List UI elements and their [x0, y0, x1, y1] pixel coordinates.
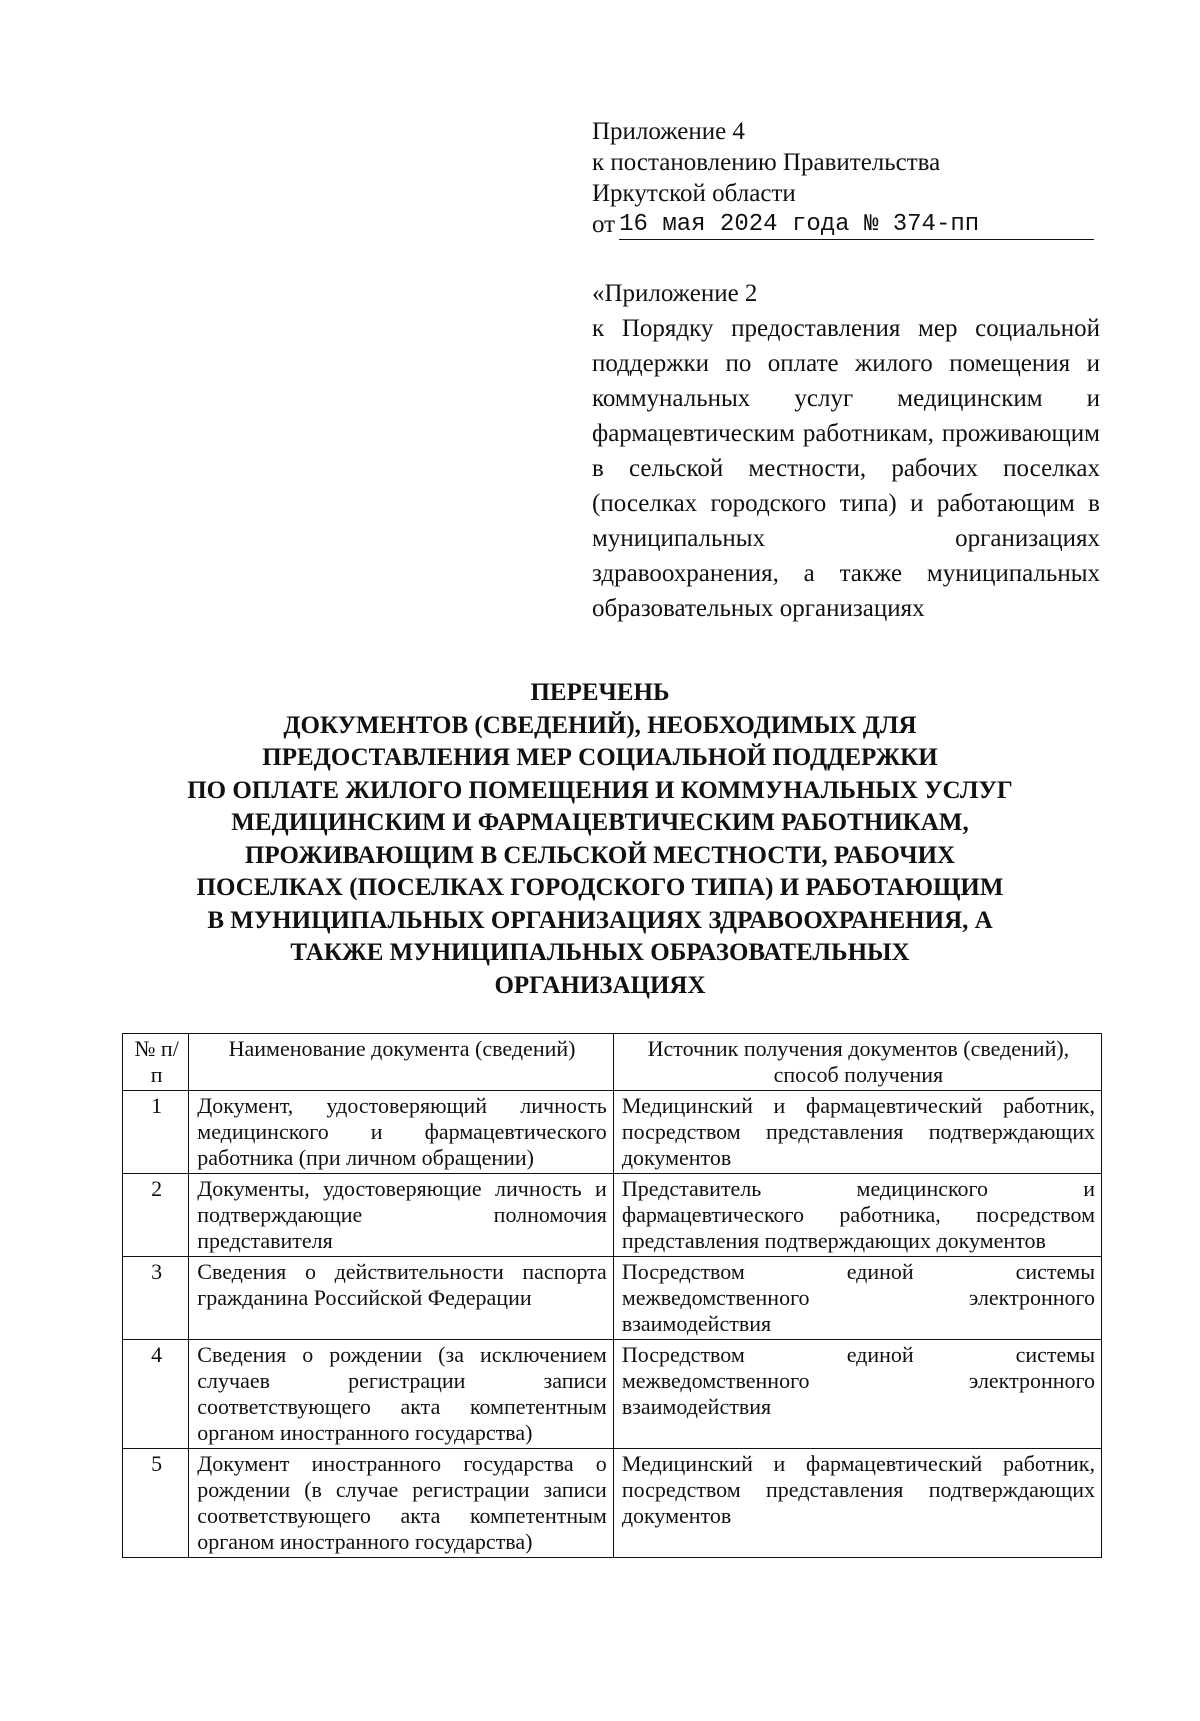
row-name: Документ, удостоверяющий личность медицинского и фармацевтического работника (при личном обращении) [189, 1091, 614, 1174]
row-name: Сведения о рождении (за исключением случаев регистрации записи соответствующего акта компетентным органом иностранного государства) [189, 1340, 614, 1449]
table-row [123, 1449, 1102, 1558]
table-row [123, 1257, 1102, 1340]
heading-line: ПРЕДОСТАВЛЕНИЯ МЕР СОЦИАЛЬНОЙ ПОДДЕРЖКИ [262, 744, 938, 771]
appendix-date-line [592, 209, 1100, 240]
heading-line: МЕДИЦИНСКИМ И ФАРМАЦЕВТИЧЕСКИМ РАБОТНИКАМ, [231, 809, 969, 836]
row-num: 3 [123, 1257, 189, 1340]
row-num: 4 [123, 1340, 189, 1449]
subappendix-header [592, 276, 1100, 626]
appendix-line: Иркутской области [592, 180, 796, 207]
table-row [123, 1091, 1102, 1174]
subappendix-body: к Порядку предоставления мер социальной поддержки по оплате жилого помещения и коммунальных услуг медицинским и фармацевтическим работникам, проживающим в сельской местности, рабочих поселках (поселках городского типа) и работающим в муниципальных организациях здравоохранения, а также муниципальных образовательных организациях [592, 315, 1100, 622]
row-name: Сведения о действительности паспорта гражданина Российской Федерации [189, 1257, 614, 1340]
heading-line: ПЕРЕЧЕНЬ [530, 679, 670, 706]
date-prefix: от [592, 211, 616, 238]
subappendix-title: «Приложение 2 [592, 280, 758, 307]
appendix-line: Приложение 4 [592, 118, 745, 145]
table-header-row [123, 1034, 1102, 1091]
row-num: 1 [123, 1091, 189, 1174]
table-row [123, 1340, 1102, 1449]
table-row [123, 1174, 1102, 1257]
heading-line: ПОСЕЛКАХ (ПОСЕЛКАХ ГОРОДСКОГО ТИПА) И РАБОТАЮЩИМ [196, 874, 1004, 901]
date-value: 16 мая 2024 года № 374-пп [619, 211, 1094, 240]
row-num: 5 [123, 1449, 189, 1558]
header-source: Источник получения документов (сведений), способ получения [613, 1034, 1101, 1091]
header-name: Наименование документа (сведений) [189, 1034, 614, 1091]
heading-line: ПРОЖИВАЮЩИМ В СЕЛЬСКОЙ МЕСТНОСТИ, РАБОЧИХ [244, 841, 956, 869]
row-num: 2 [123, 1174, 189, 1257]
appendix-line: к постановлению Правительства [592, 149, 941, 176]
row-source: Медицинский и фармацевтический работник, посредством представления подтверждающих документов [613, 1091, 1101, 1174]
row-source: Медицинский и фармацевтический работник, посредством представления подтверждающих документов [613, 1449, 1101, 1558]
row-name: Документ иностранного государства о рождении (в случае регистрации записи соответствующего акта компетентным органом иностранного государства) [189, 1449, 614, 1558]
header-num: № п/п [123, 1034, 189, 1091]
row-source: Посредством единой системы межведомственного электронного взаимодействия [613, 1340, 1101, 1449]
heading-line: ОРГАНИЗАЦИЯХ [494, 971, 706, 999]
appendix-header [592, 116, 1100, 240]
row-source: Посредством единой системы межведомственного электронного взаимодействия [613, 1257, 1101, 1340]
heading-line: ДОКУМЕНТОВ (СВЕДЕНИЙ), НЕОБХОДИМЫХ ДЛЯ [283, 711, 917, 739]
heading-line: ПО ОПЛАТЕ ЖИЛОГО ПОМЕЩЕНИЯ И КОММУНАЛЬНЫХ УСЛУГ [187, 776, 1013, 804]
row-source: Представитель медицинского и фармацевтического работника, посредством представления подтверждающих документов [613, 1174, 1101, 1257]
row-name: Документы, удостоверяющие личность и подтверждающие полномочия представителя [189, 1174, 614, 1257]
heading-line: ТАКЖЕ МУНИЦИПАЛЬНЫХ ОБРАЗОВАТЕЛЬНЫХ [290, 939, 910, 966]
document-heading [130, 677, 1070, 1002]
heading-line: В МУНИЦИПАЛЬНЫХ ОРГАНИЗАЦИЯХ ЗДРАВООХРАНЕНИЯ, А [207, 906, 993, 934]
documents-table [122, 1033, 1102, 1558]
